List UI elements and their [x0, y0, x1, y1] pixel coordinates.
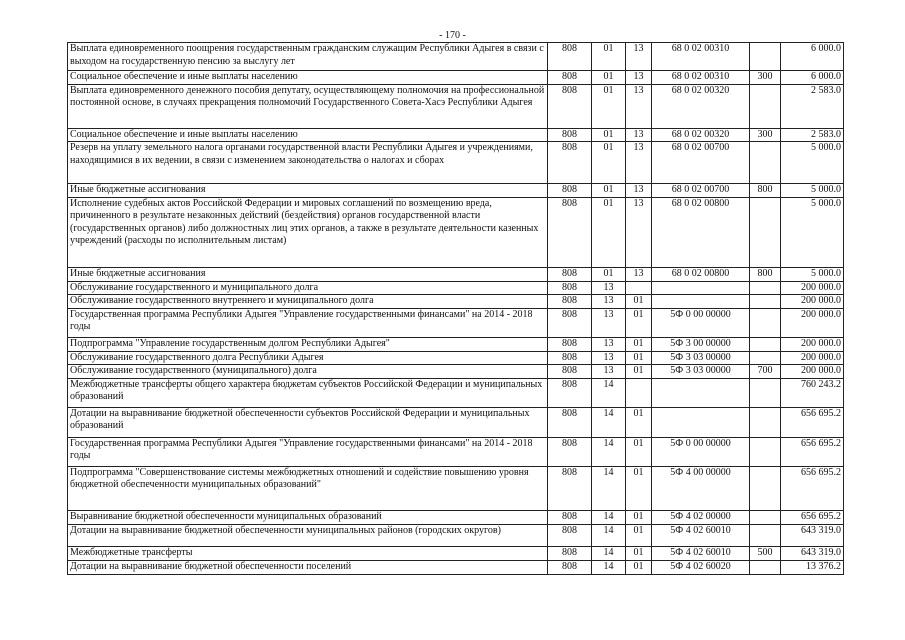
target-article-cell: 5Ф 3 03 00000 — [652, 365, 750, 379]
amount-cell: 5 000.0 — [781, 184, 844, 198]
item-name-cell: Выплата единовременного поощрения государственным гражданским служащим Республики Адыгея в связи с выходом на государственную пенсию за выслугу лет — [68, 43, 548, 71]
subsection-code-cell — [626, 281, 652, 295]
target-article-cell: 5Ф 0 00 00000 — [652, 437, 750, 466]
admin-code-cell: 808 — [548, 337, 592, 351]
section-code-cell: 01 — [592, 43, 626, 71]
expense-type-cell — [750, 43, 781, 71]
subsection-code-cell: 13 — [626, 128, 652, 142]
item-name-cell: Государственная программа Республики Адыгея "Управление государственными финансами" на 2014 - 2018 годы — [68, 437, 548, 466]
target-article-cell — [652, 407, 750, 437]
admin-code-cell: 808 — [548, 281, 592, 295]
table-row — [68, 281, 844, 295]
table-row — [68, 337, 844, 351]
amount-cell: 656 695.2 — [781, 407, 844, 437]
amount-cell: 656 695.2 — [781, 466, 844, 510]
item-name-cell: Социальное обеспечение и иные выплаты населению — [68, 71, 548, 85]
expense-type-cell — [750, 197, 781, 267]
target-article-cell: 68 0 02 00800 — [652, 267, 750, 281]
admin-code-cell: 808 — [548, 378, 592, 407]
target-article-cell: 5Ф 3 03 00000 — [652, 351, 750, 365]
table-row — [68, 142, 844, 184]
target-article-cell: 68 0 02 00320 — [652, 128, 750, 142]
expense-type-cell — [750, 407, 781, 437]
section-code-cell: 01 — [592, 142, 626, 184]
subsection-code-cell: 13 — [626, 71, 652, 85]
table-row — [68, 295, 844, 309]
expense-type-cell: 300 — [750, 128, 781, 142]
section-code-cell: 01 — [592, 128, 626, 142]
admin-code-cell: 808 — [548, 466, 592, 510]
item-name-cell: Дотации на выравнивание бюджетной обеспеченности поселений — [68, 560, 548, 574]
table-row — [68, 184, 844, 198]
expense-type-cell: 300 — [750, 71, 781, 85]
amount-cell: 5 000.0 — [781, 142, 844, 184]
section-code-cell: 13 — [592, 281, 626, 295]
amount-cell: 200 000.0 — [781, 351, 844, 365]
table-row — [68, 378, 844, 407]
admin-code-cell: 808 — [548, 71, 592, 85]
subsection-code-cell: 01 — [626, 337, 652, 351]
section-code-cell: 14 — [592, 546, 626, 560]
expense-type-cell — [750, 142, 781, 184]
item-name-cell: Иные бюджетные ассигнования — [68, 184, 548, 198]
subsection-code-cell: 01 — [626, 407, 652, 437]
admin-code-cell: 808 — [548, 43, 592, 71]
expense-type-cell — [750, 308, 781, 337]
subsection-code-cell: 01 — [626, 351, 652, 365]
item-name-cell: Обслуживание государственного (муниципального) долга — [68, 365, 548, 379]
item-name-cell: Дотации на выравнивание бюджетной обеспеченности муниципальных районов (городских округов) — [68, 524, 548, 546]
expense-type-cell: 500 — [750, 546, 781, 560]
amount-cell: 200 000.0 — [781, 308, 844, 337]
section-code-cell: 14 — [592, 510, 626, 524]
amount-cell: 200 000.0 — [781, 337, 844, 351]
admin-code-cell: 808 — [548, 546, 592, 560]
expense-type-cell — [750, 281, 781, 295]
expense-type-cell — [750, 524, 781, 546]
item-name-cell: Социальное обеспечение и иные выплаты населению — [68, 128, 548, 142]
subsection-code-cell: 13 — [626, 184, 652, 198]
section-code-cell: 14 — [592, 466, 626, 510]
amount-cell: 5 000.0 — [781, 197, 844, 267]
item-name-cell: Межбюджетные трансферты — [68, 546, 548, 560]
section-code-cell: 01 — [592, 197, 626, 267]
item-name-cell: Государственная программа Республики Адыгея "Управление государственными финансами" на 2014 - 2018 годы — [68, 308, 548, 337]
amount-cell: 656 695.2 — [781, 437, 844, 466]
target-article-cell: 68 0 02 00310 — [652, 43, 750, 71]
expense-type-cell: 700 — [750, 365, 781, 379]
subsection-code-cell: 01 — [626, 546, 652, 560]
expense-type-cell: 800 — [750, 267, 781, 281]
amount-cell: 2 583.0 — [781, 84, 844, 128]
table-row — [68, 546, 844, 560]
subsection-code-cell: 01 — [626, 560, 652, 574]
amount-cell: 200 000.0 — [781, 281, 844, 295]
table-row — [68, 437, 844, 466]
table-row — [68, 524, 844, 546]
amount-cell: 760 243.2 — [781, 378, 844, 407]
section-code-cell: 13 — [592, 308, 626, 337]
item-name-cell: Межбюджетные трансферты общего характера бюджетам субъектов Российской Федерации и муниципальных образований — [68, 378, 548, 407]
amount-cell: 643 319.0 — [781, 524, 844, 546]
expense-type-cell: 800 — [750, 184, 781, 198]
section-code-cell: 13 — [592, 295, 626, 309]
amount-cell: 6 000.0 — [781, 71, 844, 85]
table-row — [68, 128, 844, 142]
section-code-cell: 13 — [592, 351, 626, 365]
table-row — [68, 365, 844, 379]
expense-type-cell — [750, 295, 781, 309]
target-article-cell: 5Ф 4 02 60010 — [652, 546, 750, 560]
target-article-cell: 68 0 02 00700 — [652, 142, 750, 184]
subsection-code-cell: 13 — [626, 197, 652, 267]
item-name-cell: Подпрограмма "Управление государственным долгом Республики Адыгея" — [68, 337, 548, 351]
target-article-cell — [652, 295, 750, 309]
section-code-cell: 14 — [592, 437, 626, 466]
section-code-cell: 14 — [592, 407, 626, 437]
target-article-cell — [652, 378, 750, 407]
section-code-cell: 14 — [592, 560, 626, 574]
expense-type-cell — [750, 351, 781, 365]
budget-table — [67, 42, 844, 575]
target-article-cell: 68 0 02 00700 — [652, 184, 750, 198]
admin-code-cell: 808 — [548, 560, 592, 574]
item-name-cell: Обслуживание государственного внутреннего и муниципального долга — [68, 295, 548, 309]
table-row — [68, 466, 844, 510]
item-name-cell: Выравнивание бюджетной обеспеченности муниципальных образований — [68, 510, 548, 524]
subsection-code-cell: 01 — [626, 466, 652, 510]
admin-code-cell: 808 — [548, 510, 592, 524]
admin-code-cell: 808 — [548, 351, 592, 365]
admin-code-cell: 808 — [548, 128, 592, 142]
item-name-cell: Выплата единовременного денежного пособия депутату, осуществляющему полномочия на профессиональной постоянной основе, в случаях прекращения полномочий Государственного Совета-Хасэ Республики Адыгея — [68, 84, 548, 128]
expense-type-cell — [750, 466, 781, 510]
expense-type-cell — [750, 560, 781, 574]
amount-cell: 200 000.0 — [781, 295, 844, 309]
subsection-code-cell: 01 — [626, 510, 652, 524]
table-row — [68, 267, 844, 281]
amount-cell: 656 695.2 — [781, 510, 844, 524]
subsection-code-cell: 13 — [626, 267, 652, 281]
table-row — [68, 510, 844, 524]
target-article-cell: 5Ф 4 02 60020 — [652, 560, 750, 574]
amount-cell: 200 000.0 — [781, 365, 844, 379]
target-article-cell: 5Ф 0 00 00000 — [652, 308, 750, 337]
item-name-cell: Подпрограмма "Совершенствование системы межбюджетных отношений и содействие повышению уровня бюджетной обеспеченности муниципальных образований" — [68, 466, 548, 510]
target-article-cell: 68 0 02 00310 — [652, 71, 750, 85]
table-row — [68, 84, 844, 128]
admin-code-cell: 808 — [548, 295, 592, 309]
expense-type-cell — [750, 378, 781, 407]
page-number: - 170 - — [439, 30, 466, 41]
expense-type-cell — [750, 437, 781, 466]
expense-type-cell — [750, 84, 781, 128]
target-article-cell: 5Ф 4 02 60010 — [652, 524, 750, 546]
table-row — [68, 560, 844, 574]
subsection-code-cell — [626, 378, 652, 407]
subsection-code-cell: 01 — [626, 437, 652, 466]
section-code-cell: 13 — [592, 337, 626, 351]
admin-code-cell: 808 — [548, 437, 592, 466]
subsection-code-cell: 01 — [626, 524, 652, 546]
expense-type-cell — [750, 510, 781, 524]
section-code-cell: 01 — [592, 267, 626, 281]
budget-table-body — [68, 43, 844, 575]
admin-code-cell: 808 — [548, 524, 592, 546]
table-row — [68, 197, 844, 267]
section-code-cell: 14 — [592, 378, 626, 407]
section-code-cell: 01 — [592, 84, 626, 128]
table-row — [68, 71, 844, 85]
amount-cell: 5 000.0 — [781, 267, 844, 281]
admin-code-cell: 808 — [548, 142, 592, 184]
admin-code-cell: 808 — [548, 308, 592, 337]
item-name-cell: Резерв на уплату земельного налога органами государственной власти Республики Адыгея и учреждениями, находящимися в их ведении, в связи с изменением законодательства о налогах и сборах — [68, 142, 548, 184]
target-article-cell: 5Ф 4 02 00000 — [652, 510, 750, 524]
admin-code-cell: 808 — [548, 267, 592, 281]
table-row — [68, 351, 844, 365]
item-name-cell: Дотации на выравнивание бюджетной обеспеченности субъектов Российской Федерации и муниципальных образований — [68, 407, 548, 437]
item-name-cell: Исполнение судебных актов Российской Федерации и мировых соглашений по возмещению вреда, причиненного в результате незаконных действий (бездействия) органов государственной власти (государственных органов) либо должностных лиц этих органов, а также в результате деятельности казенных учреждений (расходы по исполнительным листам) — [68, 197, 548, 267]
section-code-cell: 01 — [592, 71, 626, 85]
amount-cell: 2 583.0 — [781, 128, 844, 142]
section-code-cell: 13 — [592, 365, 626, 379]
section-code-cell: 01 — [592, 184, 626, 198]
admin-code-cell: 808 — [548, 197, 592, 267]
subsection-code-cell: 13 — [626, 84, 652, 128]
table-row — [68, 407, 844, 437]
admin-code-cell: 808 — [548, 84, 592, 128]
subsection-code-cell: 13 — [626, 142, 652, 184]
item-name-cell: Обслуживание государственного и муниципального долга — [68, 281, 548, 295]
target-article-cell: 5Ф 3 00 00000 — [652, 337, 750, 351]
target-article-cell: 68 0 02 00800 — [652, 197, 750, 267]
section-code-cell: 14 — [592, 524, 626, 546]
target-article-cell — [652, 281, 750, 295]
admin-code-cell: 808 — [548, 184, 592, 198]
item-name-cell: Обслуживание государственного долга Республики Адыгея — [68, 351, 548, 365]
table-row — [68, 308, 844, 337]
amount-cell: 13 376.2 — [781, 560, 844, 574]
admin-code-cell: 808 — [548, 365, 592, 379]
subsection-code-cell: 13 — [626, 43, 652, 71]
subsection-code-cell: 01 — [626, 295, 652, 309]
expense-type-cell — [750, 337, 781, 351]
amount-cell: 6 000.0 — [781, 43, 844, 71]
table-row — [68, 43, 844, 71]
admin-code-cell: 808 — [548, 407, 592, 437]
amount-cell: 643 319.0 — [781, 546, 844, 560]
subsection-code-cell: 01 — [626, 365, 652, 379]
item-name-cell: Иные бюджетные ассигнования — [68, 267, 548, 281]
subsection-code-cell: 01 — [626, 308, 652, 337]
target-article-cell: 5Ф 4 00 00000 — [652, 466, 750, 510]
target-article-cell: 68 0 02 00320 — [652, 84, 750, 128]
